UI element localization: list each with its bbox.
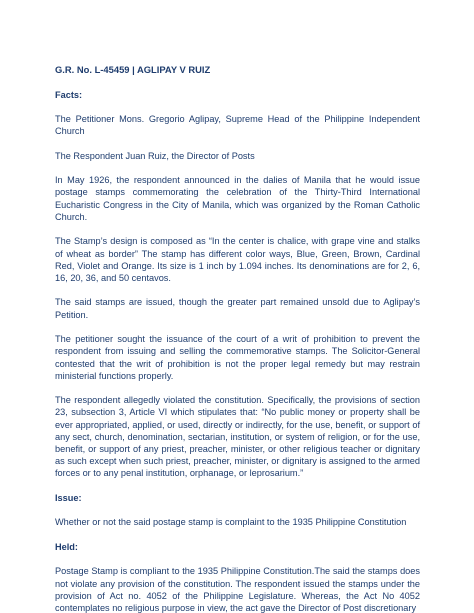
held-paragraph: Postage Stamp is compliant to the 1935 Philippine Constitution.The said the stamps does not violate any provision of the constitution. The respondent issued the stamps under the provision of Act no. 4052 of the Philippine Legislature. Whereas, the Act No 4052 contemplates no religious purpose in view, the act gave the Director of Post discretionary [55,566,420,613]
facts-paragraph-issued: The said stamps are issued, though the greater part remained unsold due to Aglipay’s Petition. [55,297,420,320]
issue-heading: Issue: [55,492,82,503]
case-title: G.R. No. L-45459 | AGLIPAY V RUIZ [55,64,211,75]
facts-paragraph-stamp-design: The Stamp’s design is composed as “In the center is chalice, with grape vine and stalks of wheat as border” The stamp has different color ways, Blue, Green, Brown, Cardinal Red, Violet and Orange. Its size is 1 inch by 1.094 inches. Its denominations are for 2, 6, 16, 20, 36, and 50 centavos. [55,236,420,283]
facts-paragraph-respondent: The Respondent Juan Ruiz, the Director of Posts [55,150,255,161]
facts-paragraph-announcement: In May 1926, the respondent announced in the dalies of Manila that he would issue postage stamps commemorating the celebration of the Thirty-Third International Eucharistic Congress in the City of Manila, which was organized by the Roman Catholic Church. [55,175,420,222]
document-body [55,64,420,613]
facts-paragraph-violation: The respondent allegedly violated the constitution. Specifically, the provisions of section 23, subsection 3, Article VI which stipulates that: “No public money or property shall be ever appropriated, applied, or used, directly or indirectly, for the use, benefit, or support of any sect, church, denomination, sectarian, institution, or system of religion, or for the use, benefit, or support of any priest, preacher, minister, or other religious teacher or dignitary as such except when such priest, preacher, minister, or dignitary is assigned to the armed forces or to any penal institution, orphanage, or leprosarium.” [55,395,420,479]
issue-paragraph: Whether or not the said postage stamp is complaint to the 1935 Philippine Constitution [55,517,407,528]
facts-heading: Facts: [55,89,83,100]
held-heading: Held: [55,541,78,552]
facts-paragraph-petitioner: The Petitioner Mons. Gregorio Aglipay, Supreme Head of the Philippine Independent Church [55,114,420,137]
facts-paragraph-writ: The petitioner sought the issuance of the court of a writ of prohibition to prevent the respondent from issuing and selling the commemorative stamps. The Solicitor-General contested that the writ of prohibition is not the proper legal remedy but may restrain ministerial functions properly. [55,334,420,381]
